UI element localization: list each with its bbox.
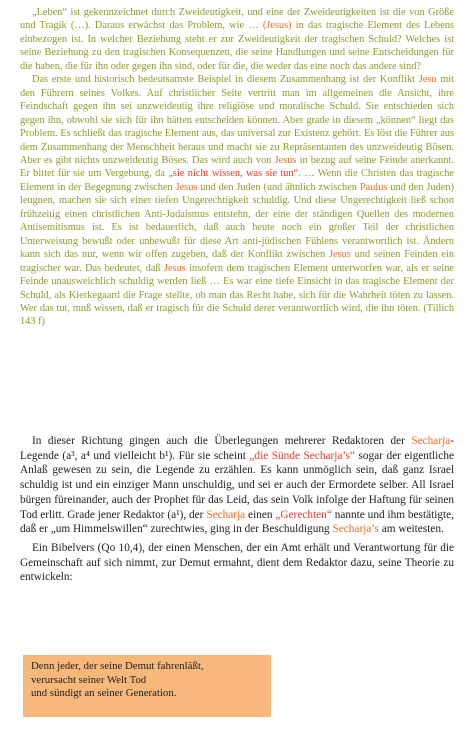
verse-line-1: Denn jeder, der seine Demut fahrenläßt, — [31, 660, 204, 672]
quote-text: insofern dem tragischen Element unterworfen war, als er seine Feinde unausweichlich schuldig werden ließ … Es war eine tiefe Einsicht in das tragische Element der Schuld, als Kierkegaard die Frage stellte, ob man das Recht habe, sich für die Wahrheit töten zu lassen. Wer das tut, muß wissen, daß er tragisch für die Schuld derer verantwortlich wird, die ihn töten. (Tillich 143 f) — [20, 262, 455, 328]
name-jesus: (Jesus) — [262, 20, 292, 32]
quote-text: „Leben“ ist gekennzeichnet durch Zweideutigkeit, und eine der Zweideutigkeiten ist die von Größe und Tragik (…). Daraus erwächst das Problem, wie … — [20, 7, 454, 32]
quote-text: und seinen Feinden ein tragischer war. Das bedeutet, daß — [20, 249, 454, 274]
name-paulus: Paulus — [359, 181, 388, 193]
name-secharja: Secharja — [411, 435, 451, 447]
quote-text: Das erste und historisch bedeutsamste Beispiel in diesem Zusammenhang ist der Konflikt — [32, 74, 419, 86]
body-text: -Legende (a³, a⁴ und vielleicht b¹). Für sie scheint — [20, 435, 454, 462]
name-jesus: Jesu — [418, 74, 437, 86]
name-secharja: Secharja’s — [332, 523, 379, 536]
highlighted-verse-box — [23, 655, 271, 717]
quote-text: . … Wenn die Christen das tragische Element in der Begegnung zwischen — [20, 168, 454, 193]
verse-line-3: und sündigt an seiner Generation. — [31, 687, 177, 699]
phrase-gerechten: „Gerechten“ — [275, 508, 332, 521]
quote-paragraph-1 — [20, 6, 454, 73]
name-jesus: Jesus — [175, 181, 198, 193]
body-text: am weitesten. — [378, 523, 444, 536]
main-paragraph-2: Ein Bibelvers (Qo 10,4), der einen Menschen, der ein Amt erhält und Verantwortung für die Gemeinschaft auf sich nimmt, zur Demut ermahnt, dient dem Redaktor dazu, seine Theorie zu entwickeln: — [20, 541, 454, 584]
name-jesus: Jesus — [274, 154, 297, 166]
body-text: sogar der eigentliche Anlaß gewesen zu sein, die Legende zu erzählen. Es kann unmöglich sein, daß ganz Israel schuldig ist und ein einziger Mann unschuldig, und sei er auch der Ermordete selber. All Israel bürgen füreinander, auch der Prophet für das Leid, das sein Volk infolge der Haftung für seinen Tod erlitt. Grade jener Redaktor (a¹), der — [20, 449, 454, 521]
quote-text: in bezug auf seine Feinde anerkannt. Er bittet für sie um Vergebung, da — [20, 154, 454, 180]
name-jesus: Jesus — [163, 262, 186, 274]
phrase-nicht-wissen: „sie nicht wissen, was sie tun“ — [168, 168, 299, 180]
quote-text: in das tragische Element des Lebens einbezogen ist. In welcher Beziehung steht er zur Zweideutigkeit der tragischen Schuld? Welches ist seine Beziehung zu den tragischen Konsequenzen, die seine Handlungen und seine Entscheidungen für die haben, die für ihn oder gegen ihn sind, oder für die, die weder das eine noch das andere sind? — [20, 20, 454, 72]
name-secharja: Secharja — [206, 508, 246, 521]
quote-paragraph-2 — [20, 73, 454, 329]
name-jesus: Jesus — [328, 249, 351, 261]
main-paragraph-1 — [20, 434, 454, 537]
phrase-suende-secharjas: „die Sünde Secharja’s“ — [249, 449, 355, 462]
quote-text: mit den Führern seines Volkes. Auf christlicher Seite vertritt man im allgemeinen die Ansicht, ihre Feindschaft gegen ihn sei unzweideutig ihre religiöse und moralische Schuld. Sie entschieden sich gegen ihn, obwohl sie sich für ihn hätten entscheiden können. Aber grade in diesem „können“ liegt das Problem. Es schließt das tragische Element aus, das universal zur Existenz gehört. Es löst die Führer aus dem Zusammenhang der Menschheit heraus und macht sie zu Repräsentanten des unzweideutig Bösen. Aber es gibt nichts unzweideutig Böses. Das wird auch von — [20, 74, 454, 166]
body-text: nannte und ihm bestätigte, daß er „um Himmelswillen“ zurechtwies, ging in der Beschuldigung — [20, 508, 455, 536]
main-body-text — [20, 434, 454, 589]
verse-line-2: verursacht seiner Welt Tod — [31, 673, 147, 686]
body-text: einen — [245, 508, 276, 521]
body-text: In dieser Richtung gingen auch die Überlegungen mehrerer Redaktoren der — [32, 435, 412, 447]
quote-text: und den Juden (und ähnlich zwischen — [197, 181, 360, 193]
quote-text: und den Juden) leugnen, machen sie sich einer tiefen Ungerechtigkeit schuldig. Und diese Ungerechtigkeit ließ schon frühzeitig einen christlichen Anti-Judaismus entstehn, der eine der ständigen Quellen des modernen Antisemitismus ist. Es ist bedauerlich, daß auch heute noch ein großer Teil der christlichen Unterweisung bewußt oder unbewußt für diese Art anti-jüdischen Fühlens verantwortlich ist. Ändern kann sich das nur, wenn wir offen zugeben, daß der Konflikt zwischen — [20, 181, 454, 261]
tillich-quotation — [20, 6, 454, 329]
